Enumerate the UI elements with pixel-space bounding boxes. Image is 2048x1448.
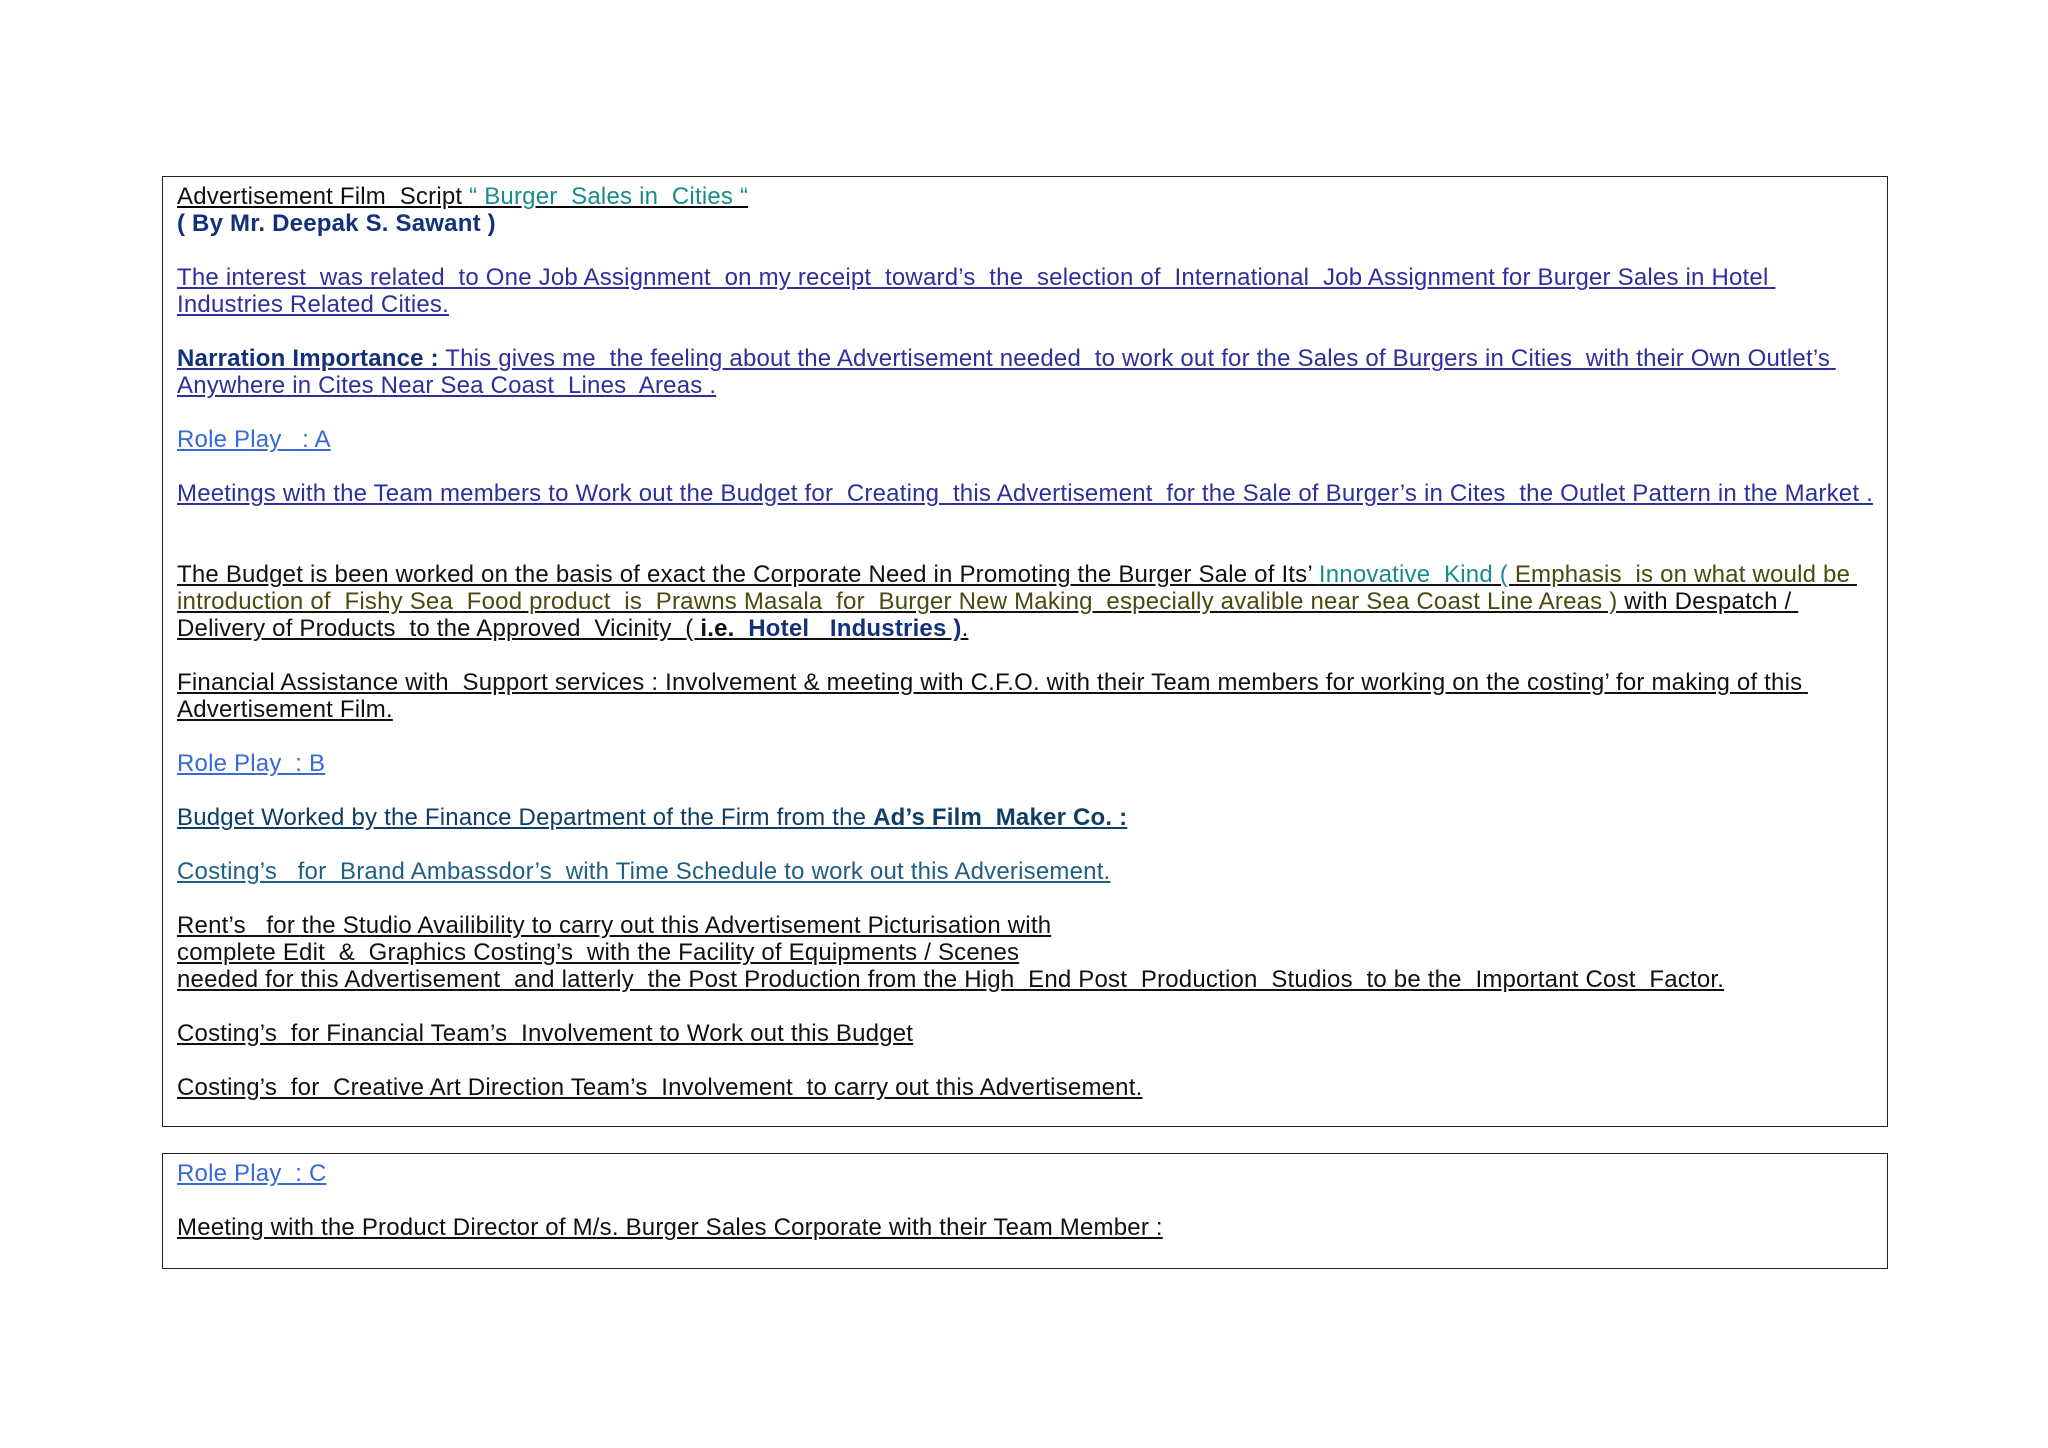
budget-part3: with Despatch / Delivery of Products to the Approved Vicinity ( [177, 588, 1799, 642]
script-box-role-c [162, 1153, 1888, 1269]
meetings-paragraph: Meetings with the Team members to Work out the Budget for Creating this Advertisement for the Sale of Burger’s in Cites the Outlet Pattern in the Market . [177, 480, 1873, 507]
budget-innovative: Innovative Kind [1318, 561, 1493, 588]
costing-financial-line: Costing’s for Financial Team’s Involvement to Work out this Budget [177, 1020, 914, 1047]
budget-worked-prefix: Budget Worked by the Finance Department of the Firm from the [177, 804, 874, 831]
budget-hotel: Hotel Industries ) [734, 615, 962, 642]
role-play-a-heading: Role Play : A [177, 426, 331, 453]
budget-part1: The Budget is been worked on the basis of exact the Corporate Need in Promoting the Burger Sale of Its’ [177, 561, 1319, 588]
title-name: “ Burger Sales in Cities “ [469, 183, 749, 210]
narration-label: Narration Importance : [177, 345, 439, 372]
role-play-b-heading: Role Play : B [177, 750, 326, 777]
rents-line-1: Rent’s for the Studio Availibility to carry out this Advertisement Picturisation with [177, 912, 1052, 939]
script-title [177, 183, 1873, 210]
budget-ie: i.e. [700, 615, 735, 642]
budget-part2: ( [1492, 561, 1515, 588]
budget-end: . [961, 615, 969, 642]
rents-line-3: needed for this Advertisement and latterly the Post Production from the High End Post Production Studios to be the Important Cost Factor. [177, 966, 1725, 993]
financial-paragraph: Financial Assistance with Support services : Involvement & meeting with C.F.O. with their Team members for working on the costing’ for making of this Advertisement Film. [177, 669, 1808, 723]
narration-paragraph [177, 345, 1873, 399]
intro-paragraph: The interest was related to One Job Assignment on my receipt toward’s the selection of International Job Assignment for Burger Sales in Hotel Industries Related Cities. [177, 264, 1776, 318]
narration-text: This gives me the feeling about the Advertisement needed to work out for the Sales of Burgers in Cities with their Own Outlet’s Anywhere in Cites Near Sea Coast Lines Areas . [177, 345, 1836, 399]
byline: ( By Mr. Deepak S. Sawant ) [177, 210, 496, 237]
role-play-c-heading: Role Play : C [177, 1160, 327, 1187]
budget-worked-bold: Ad’s Film Maker Co. : [873, 804, 1128, 831]
budget-worked-line [177, 804, 1873, 831]
title-prefix: Advertisement Film Script [177, 183, 470, 210]
rents-line-2: complete Edit & Graphics Costing’s with the Facility of Equipments / Scenes [177, 939, 1020, 966]
product-director-meeting-line: Meeting with the Product Director of M/s. Burger Sales Corporate with their Team Member : [177, 1214, 1163, 1241]
costing-brand-line: Costing’s for Brand Ambassdor’s with Time Schedule to work out this Adverisement. [177, 858, 1111, 885]
budget-emphasis: Emphasis is on what would be introduction of Fishy Sea Food product is Prawns Masala for Burger New Making especially avalible near Sea Coast Line Areas ) [177, 561, 1857, 615]
budget-paragraph [177, 561, 1873, 642]
script-box-main [162, 176, 1888, 1127]
costing-creative-line: Costing’s for Creative Art Direction Team’s Involvement to carry out this Advertisement. [177, 1074, 1143, 1101]
